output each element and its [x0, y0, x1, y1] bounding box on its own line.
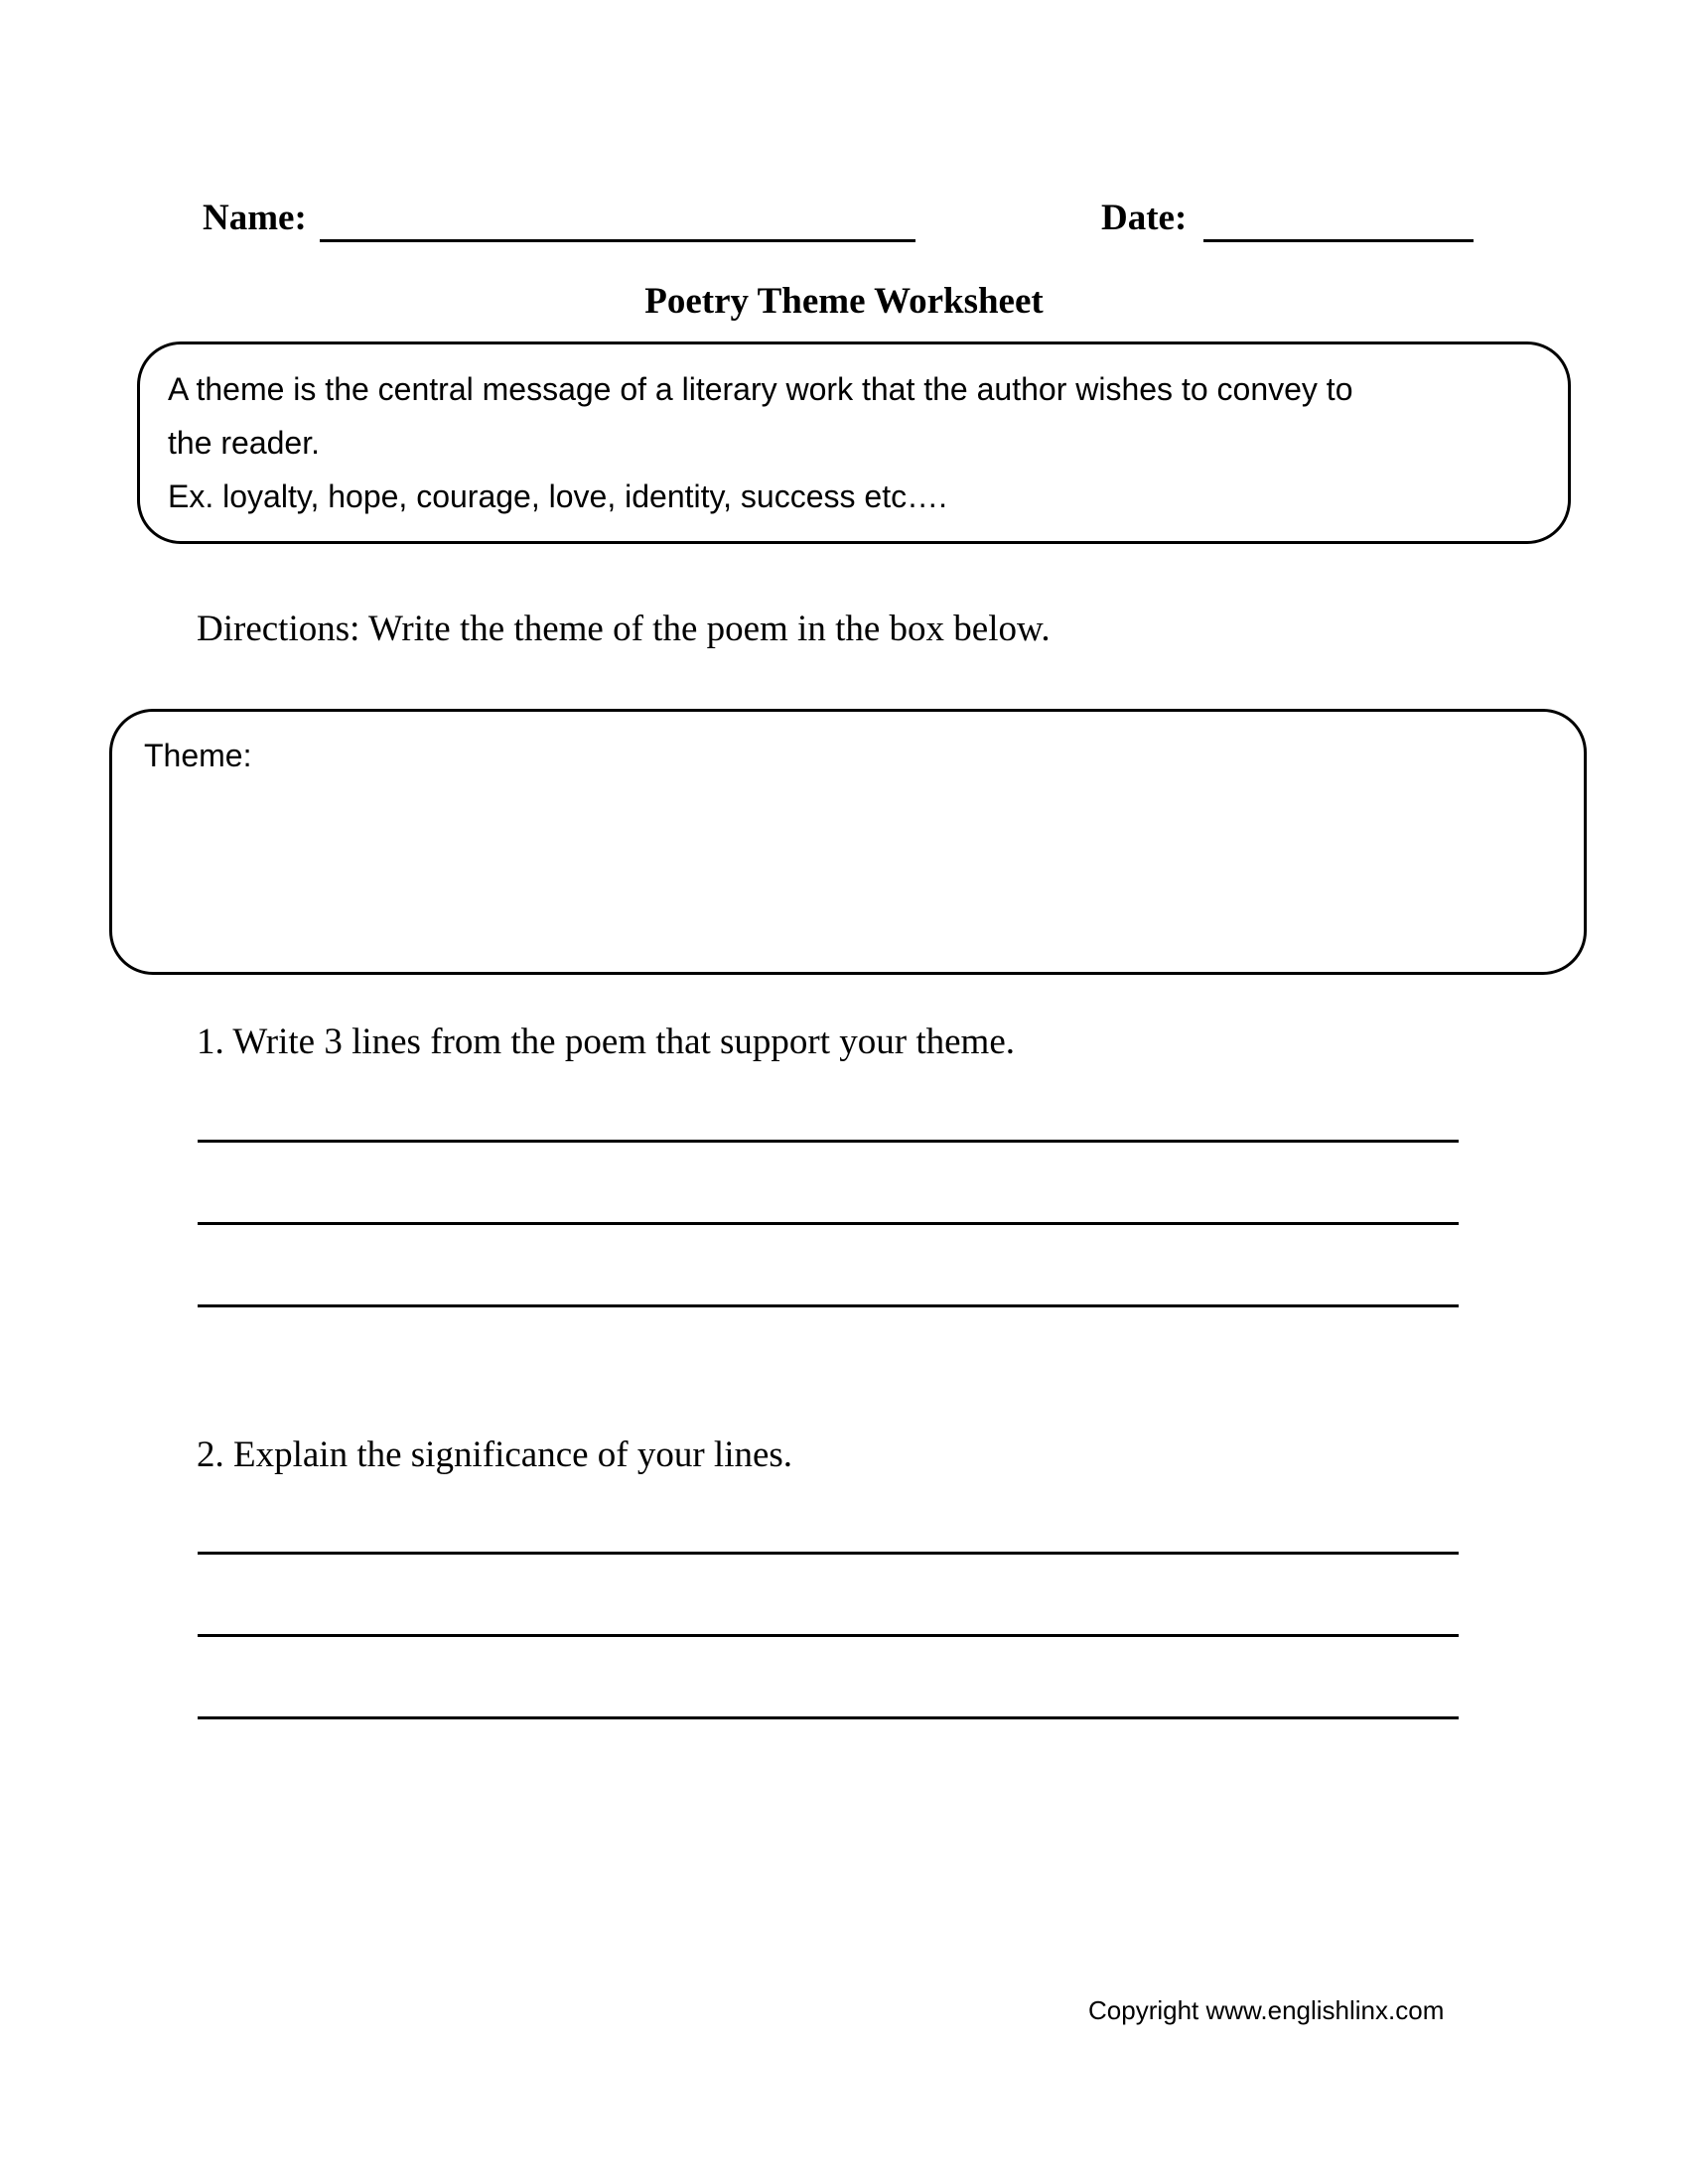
page-title: Poetry Theme Worksheet: [644, 281, 1044, 322]
date-label: Date:: [1101, 198, 1188, 238]
definition-box: [137, 341, 1571, 544]
theme-label: Theme:: [144, 738, 252, 773]
question-2: 2. Explain the significance of your lines.: [197, 1434, 793, 1475]
answer-line[interactable]: [198, 1634, 1459, 1637]
answer-line[interactable]: [198, 1552, 1459, 1555]
answer-line[interactable]: [198, 1140, 1459, 1143]
definition-text: [168, 362, 1528, 523]
copyright-text: Copyright www.englishlinx.com: [1088, 1995, 1445, 2025]
definition-line: A theme is the central message of a literary work that the author wishes to convey to: [168, 371, 1353, 407]
question-1: 1. Write 3 lines from the poem that support your theme.: [197, 1022, 1015, 1062]
answer-line[interactable]: [198, 1222, 1459, 1225]
date-field[interactable]: [1203, 239, 1474, 242]
definition-examples: Ex. loyalty, hope, courage, love, identity, success etc….: [168, 478, 947, 514]
directions-text: Directions: Write the theme of the poem in the box below.: [197, 609, 1051, 649]
theme-answer-box[interactable]: [109, 709, 1587, 975]
name-label: Name:: [203, 198, 307, 238]
answer-line[interactable]: [198, 1716, 1459, 1719]
answer-line[interactable]: [198, 1304, 1459, 1307]
definition-line: the reader.: [168, 425, 320, 461]
name-field[interactable]: [320, 239, 915, 242]
